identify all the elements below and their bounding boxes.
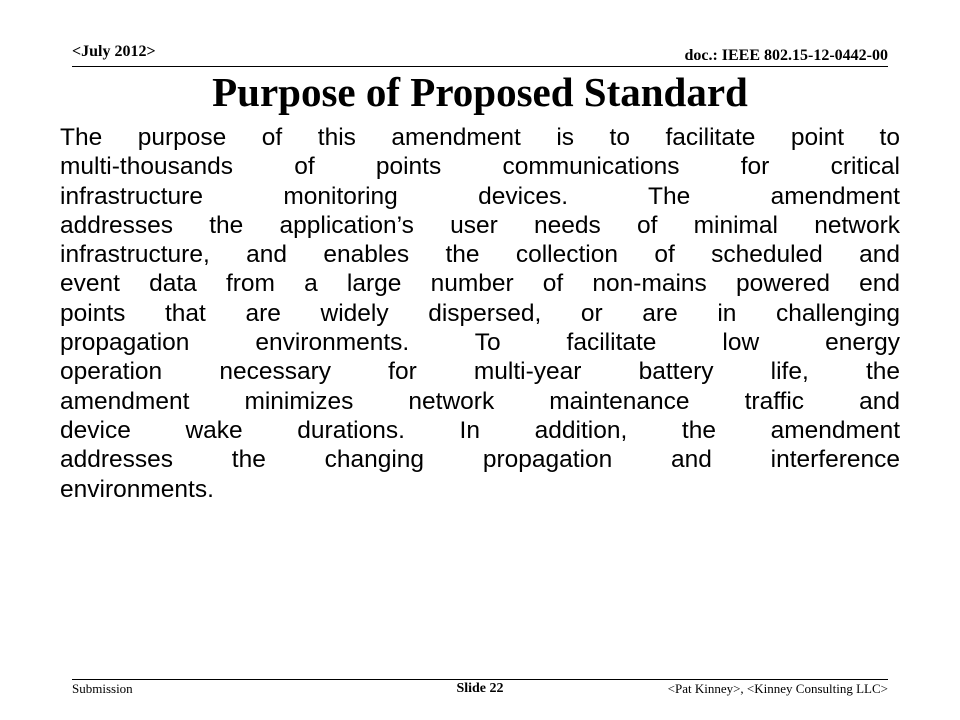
body-line: addresses the application’s user needs of minimal network xyxy=(60,211,900,239)
footer-author: <Pat Kinney>, <Kinney Consulting LLC> xyxy=(667,681,888,696)
body-line: amendment minimizes network maintenance traffic and xyxy=(60,387,900,415)
body-line: points that are widely dispersed, or are in challenging xyxy=(60,299,900,327)
body-line: multi-thousands of points communications for critical xyxy=(60,153,900,181)
footer-slide-number: Slide 22 xyxy=(456,681,504,696)
footer-submission: Submission xyxy=(72,681,133,696)
body-paragraph xyxy=(60,123,900,504)
body-line: infrastructure monitoring devices. The amendment xyxy=(60,182,900,210)
body-line: The purpose of this amendment is to facilitate point to xyxy=(60,124,900,151)
body-line: device wake durations. In addition, the amendment xyxy=(60,416,900,444)
body-line: event data from a large number of non-mains powered end xyxy=(60,270,900,298)
body-line: infrastructure, and enables the collection of scheduled and xyxy=(60,241,900,269)
body-line: addresses the changing propagation and interference xyxy=(60,446,900,474)
header-date: <July 2012> xyxy=(72,43,156,60)
body-line: propagation environments. To facilitate low energy xyxy=(60,329,900,357)
header-doc-number: doc.: IEEE 802.15-12-0442-00 xyxy=(684,47,888,64)
slide-title: Purpose of Proposed Standard xyxy=(212,69,748,115)
body-line: environments. xyxy=(60,475,214,503)
body-line: operation necessary for multi-year battery life, the xyxy=(60,358,900,386)
